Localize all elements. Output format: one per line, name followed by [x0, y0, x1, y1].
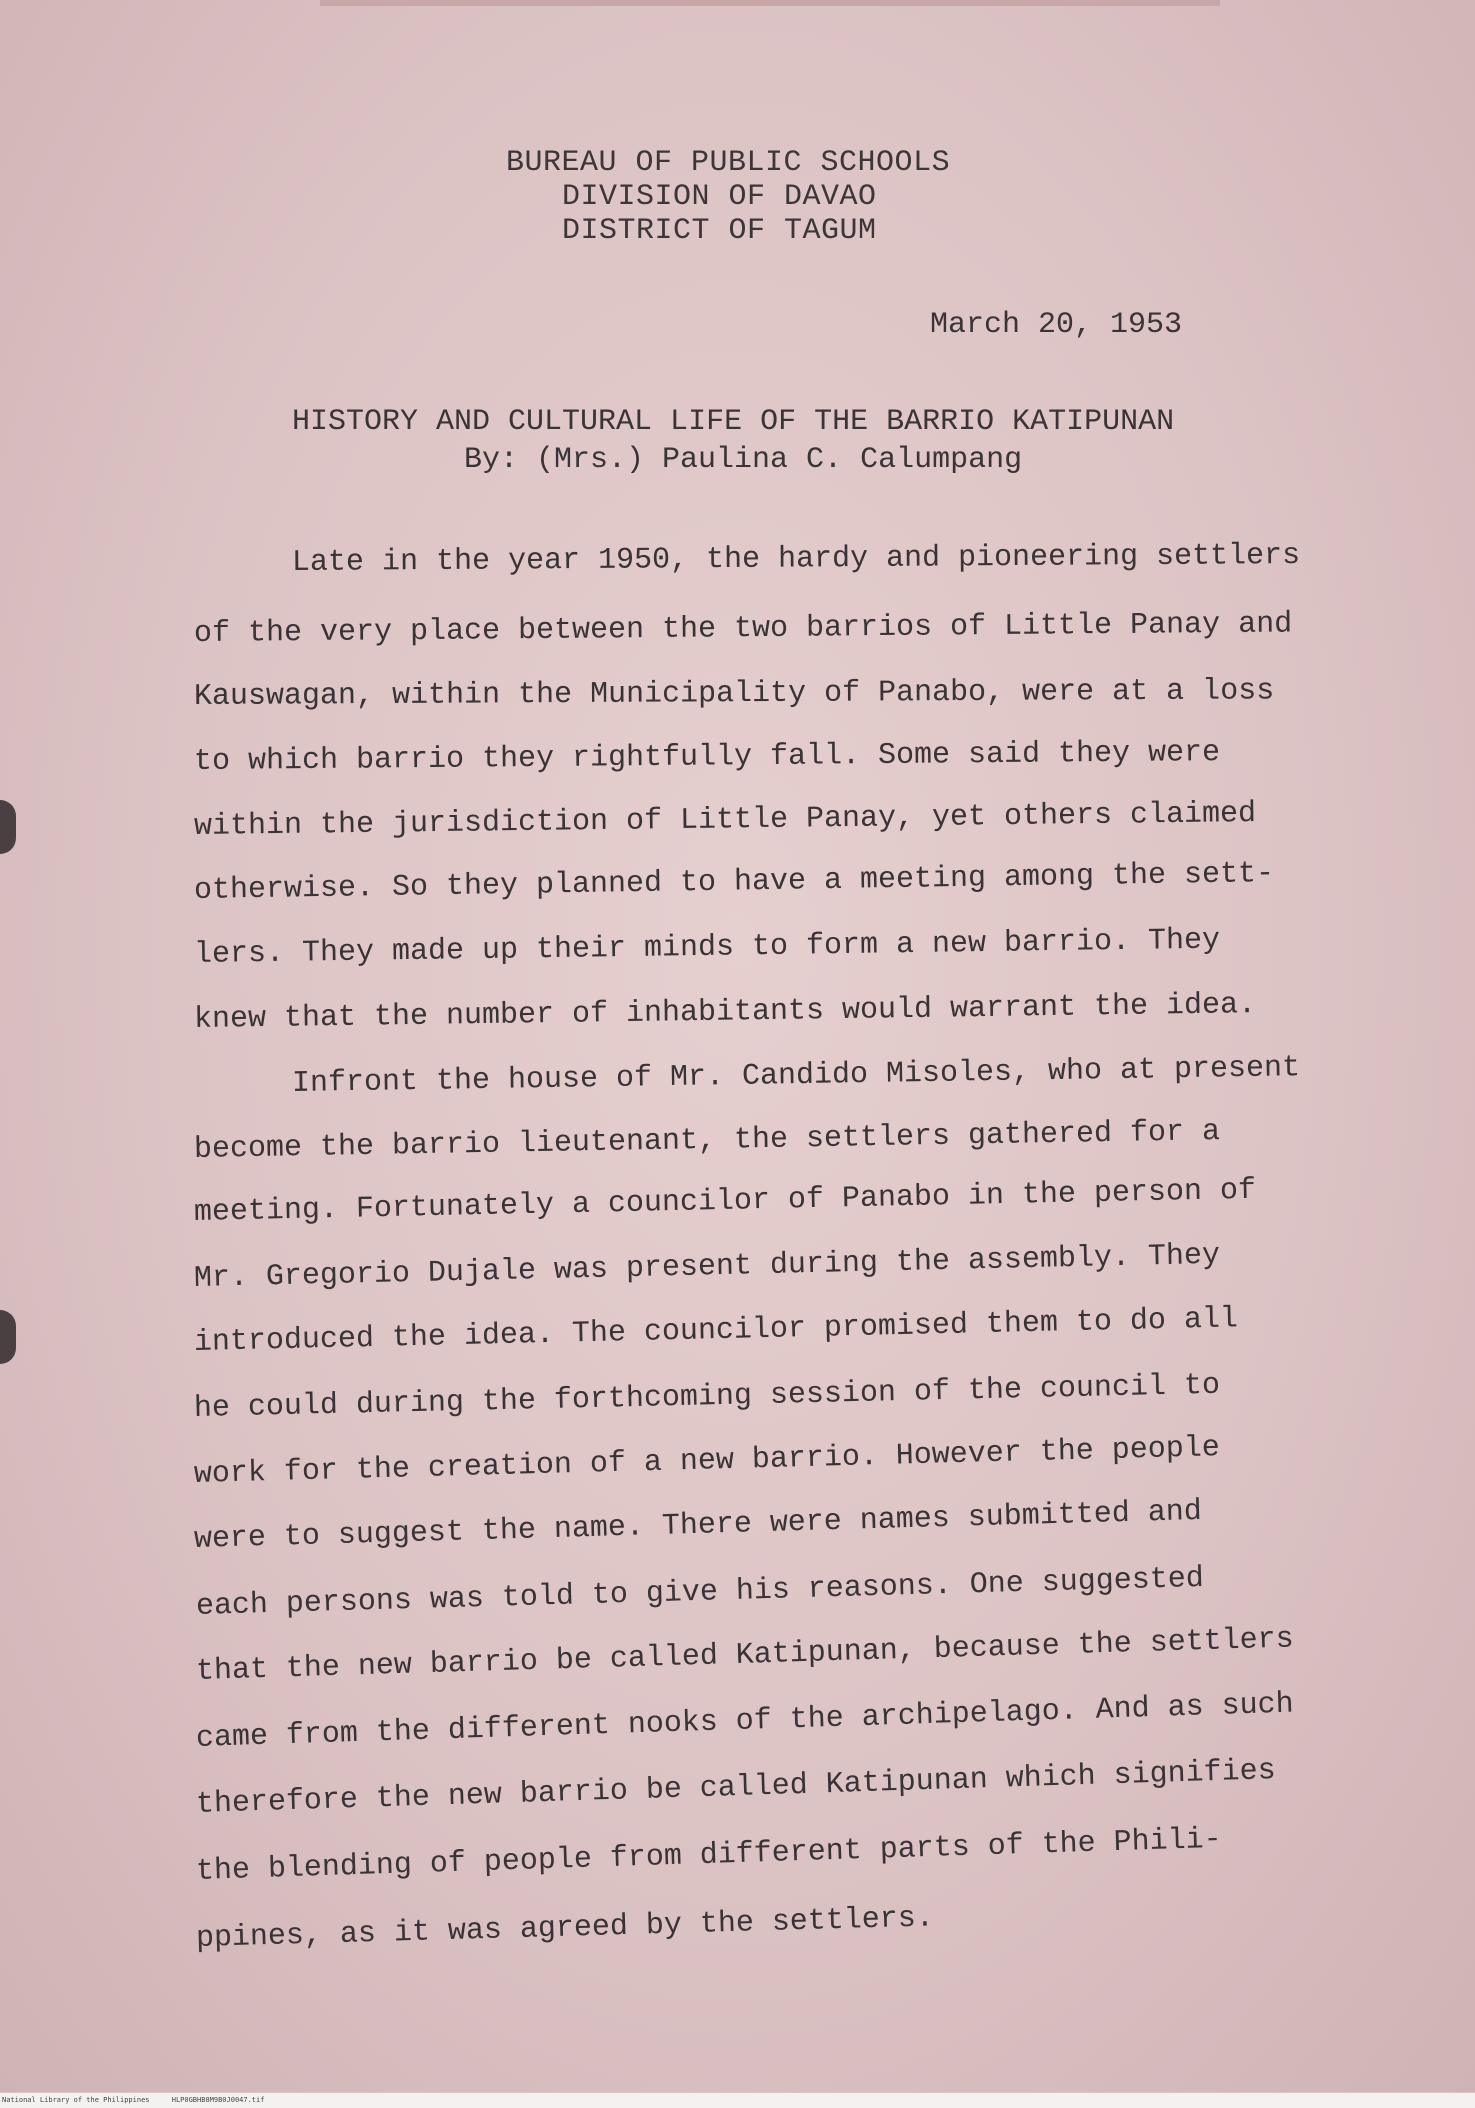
body-line: meeting. Fortunately a councilor of Panabo in the person of — [193, 1173, 1257, 1230]
body-line: of the very place between the two barrios of Little Panay and — [193, 607, 1293, 651]
punch-hole-upper — [0, 800, 16, 854]
body-line: each persons was told to give his reasons. One suggested — [195, 1561, 1205, 1624]
body-line: that the new barrio be called Katipunan, because the settlers — [195, 1622, 1295, 1689]
body-line: Mr. Gregorio Dujale was present during the assembly. They — [193, 1238, 1221, 1296]
body-line: knew that the number of inhabitants would warrant the idea. — [193, 988, 1257, 1037]
document-byline: By: (Mrs.) Paulina C. Calumpang — [464, 443, 1023, 477]
body-line: lers. They made up their minds to form a new barrio. They — [193, 923, 1221, 972]
body-line: the blending of people from different parts of the Phili- — [195, 1822, 1223, 1889]
body-line: therefore the new barrio be called Katipunan which signifies — [195, 1754, 1277, 1822]
body-line: came from the different nooks of the archipelago. And as such — [195, 1687, 1295, 1756]
body-line: become the barrio lieutenant, the settlers gathered for a — [193, 1115, 1221, 1167]
footer-file-id: HLP0GBHB8M9B0J0047.tif — [171, 2096, 265, 2104]
page-top-edge — [320, 0, 1220, 6]
body-line: Kauswagan, within the Municipality of Panabo, were at a loss — [193, 674, 1275, 714]
footer-library: National Library of the Philippines — [2, 2096, 150, 2104]
body-line: introduced the idea. The councilor promised them to do all — [193, 1302, 1239, 1360]
body-line: otherwise. So they planned to have a meeting among the sett- — [193, 857, 1275, 908]
body-line: Late in the year 1950, the hardy and pioneering settlers — [291, 538, 1301, 580]
header-district: DISTRICT OF TAGUM — [562, 214, 877, 248]
punch-hole-lower — [0, 1310, 16, 1364]
body-line: within the jurisdiction of Little Panay, yet others claimed — [193, 797, 1257, 844]
body-line: he could during the forthcoming session of the council to — [193, 1368, 1221, 1426]
body-line: to which barrio they rightfully fall. Some said they were — [193, 736, 1221, 779]
scan-footer — [0, 2093, 1475, 2108]
body-line: were to suggest the name. There were names submitted and — [193, 1494, 1203, 1557]
header-bureau: BUREAU OF PUBLIC SCHOOLS — [506, 146, 951, 180]
header-division: DIVISION OF DAVAO — [562, 180, 877, 214]
document-date: March 20, 1953 — [930, 308, 1183, 342]
body-line: work for the creation of a new barrio. However the people — [193, 1431, 1221, 1492]
body-line: Infront the house of Mr. Candido Misoles, who at present — [291, 1051, 1301, 1101]
body-line: ppines, as it was agreed by the settlers. — [195, 1901, 935, 1956]
document-title: HISTORY AND CULTURAL LIFE OF THE BARRIO KATIPUNAN — [292, 405, 1175, 439]
